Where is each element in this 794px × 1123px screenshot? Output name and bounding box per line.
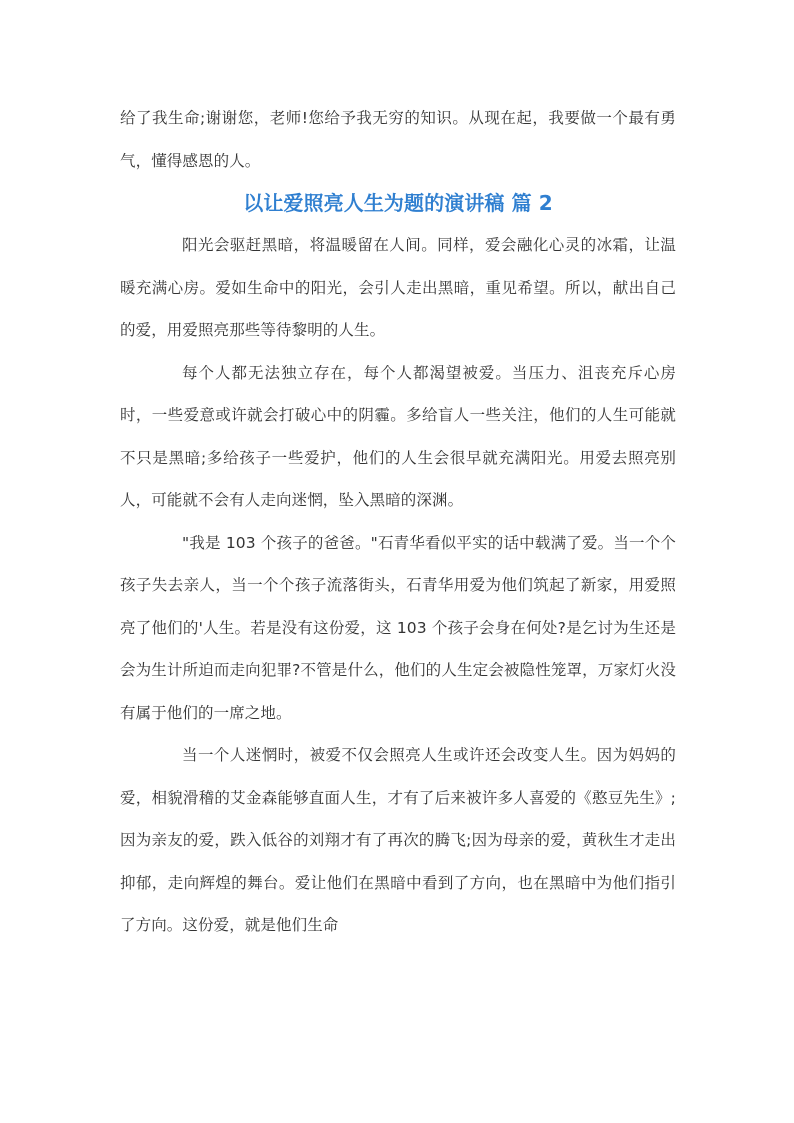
continuation-paragraph: 给了我生命;谢谢您，老师!您给予我无穷的知识。从现在起，我要做一个最有勇气，懂得感恩的人。 [120, 109, 676, 170]
paragraph-2: 每个人都无法独立存在，每个人都渴望被爱。当压力、沮丧充斥心房时，一些爱意或许就会打破心中的阴霾。多给盲人一些关注，他们的人生可能就不只是黑暗;多给孩子一些爱护，他们的人生会很早就充满阳光。用爱去照亮别人，可能就不会有人走向迷惘，坠入黑暗的深渊。 [120, 363, 676, 509]
paragraph-3: "我是 103 个孩子的爸爸。"石青华看似平实的话中载满了爱。当一个个孩子失去亲人，当一个个孩子流落街头，石青华用爱为他们筑起了新家，用爱照亮了他们的'人生。若是没有这份爱，这 103 个孩子会身在何处?是乞讨为生还是会为生计所迫而走向犯罪?不管是什么，他们的人生定会被隐性笼罩，万家灯火没有属于他们的一席之地。 [120, 533, 676, 722]
paragraph-4: 当一个人迷惘时，被爱不仅会照亮人生或许还会改变人生。因为妈妈的爱，相貌滑稽的艾金森能够直面人生，才有了后来被许多人喜爱的《憨豆先生》;因为亲友的爱，跌入低谷的刘翔才有了再次的腾飞;因为母亲的爱，黄秋生才走出抑郁，走向辉煌的舞台。爱让他们在黑暗中看到了方向，也在黑暗中为他们指引了方向。这份爱，就是他们生命 [120, 746, 676, 934]
paragraph-1: 阳光会驱赶黑暗，将温暖留在人间。同样，爱会融化心灵的冰霜，让温暖充满心房。爱如生命中的阳光，会引人走出黑暗，重见希望。所以，献出自己的爱，用爱照亮那些等待黎明的人生。 [120, 236, 676, 339]
document-body [120, 97, 676, 947]
section-title: 以让爱照亮人生为题的演讲稿 篇 2 [243, 191, 553, 215]
